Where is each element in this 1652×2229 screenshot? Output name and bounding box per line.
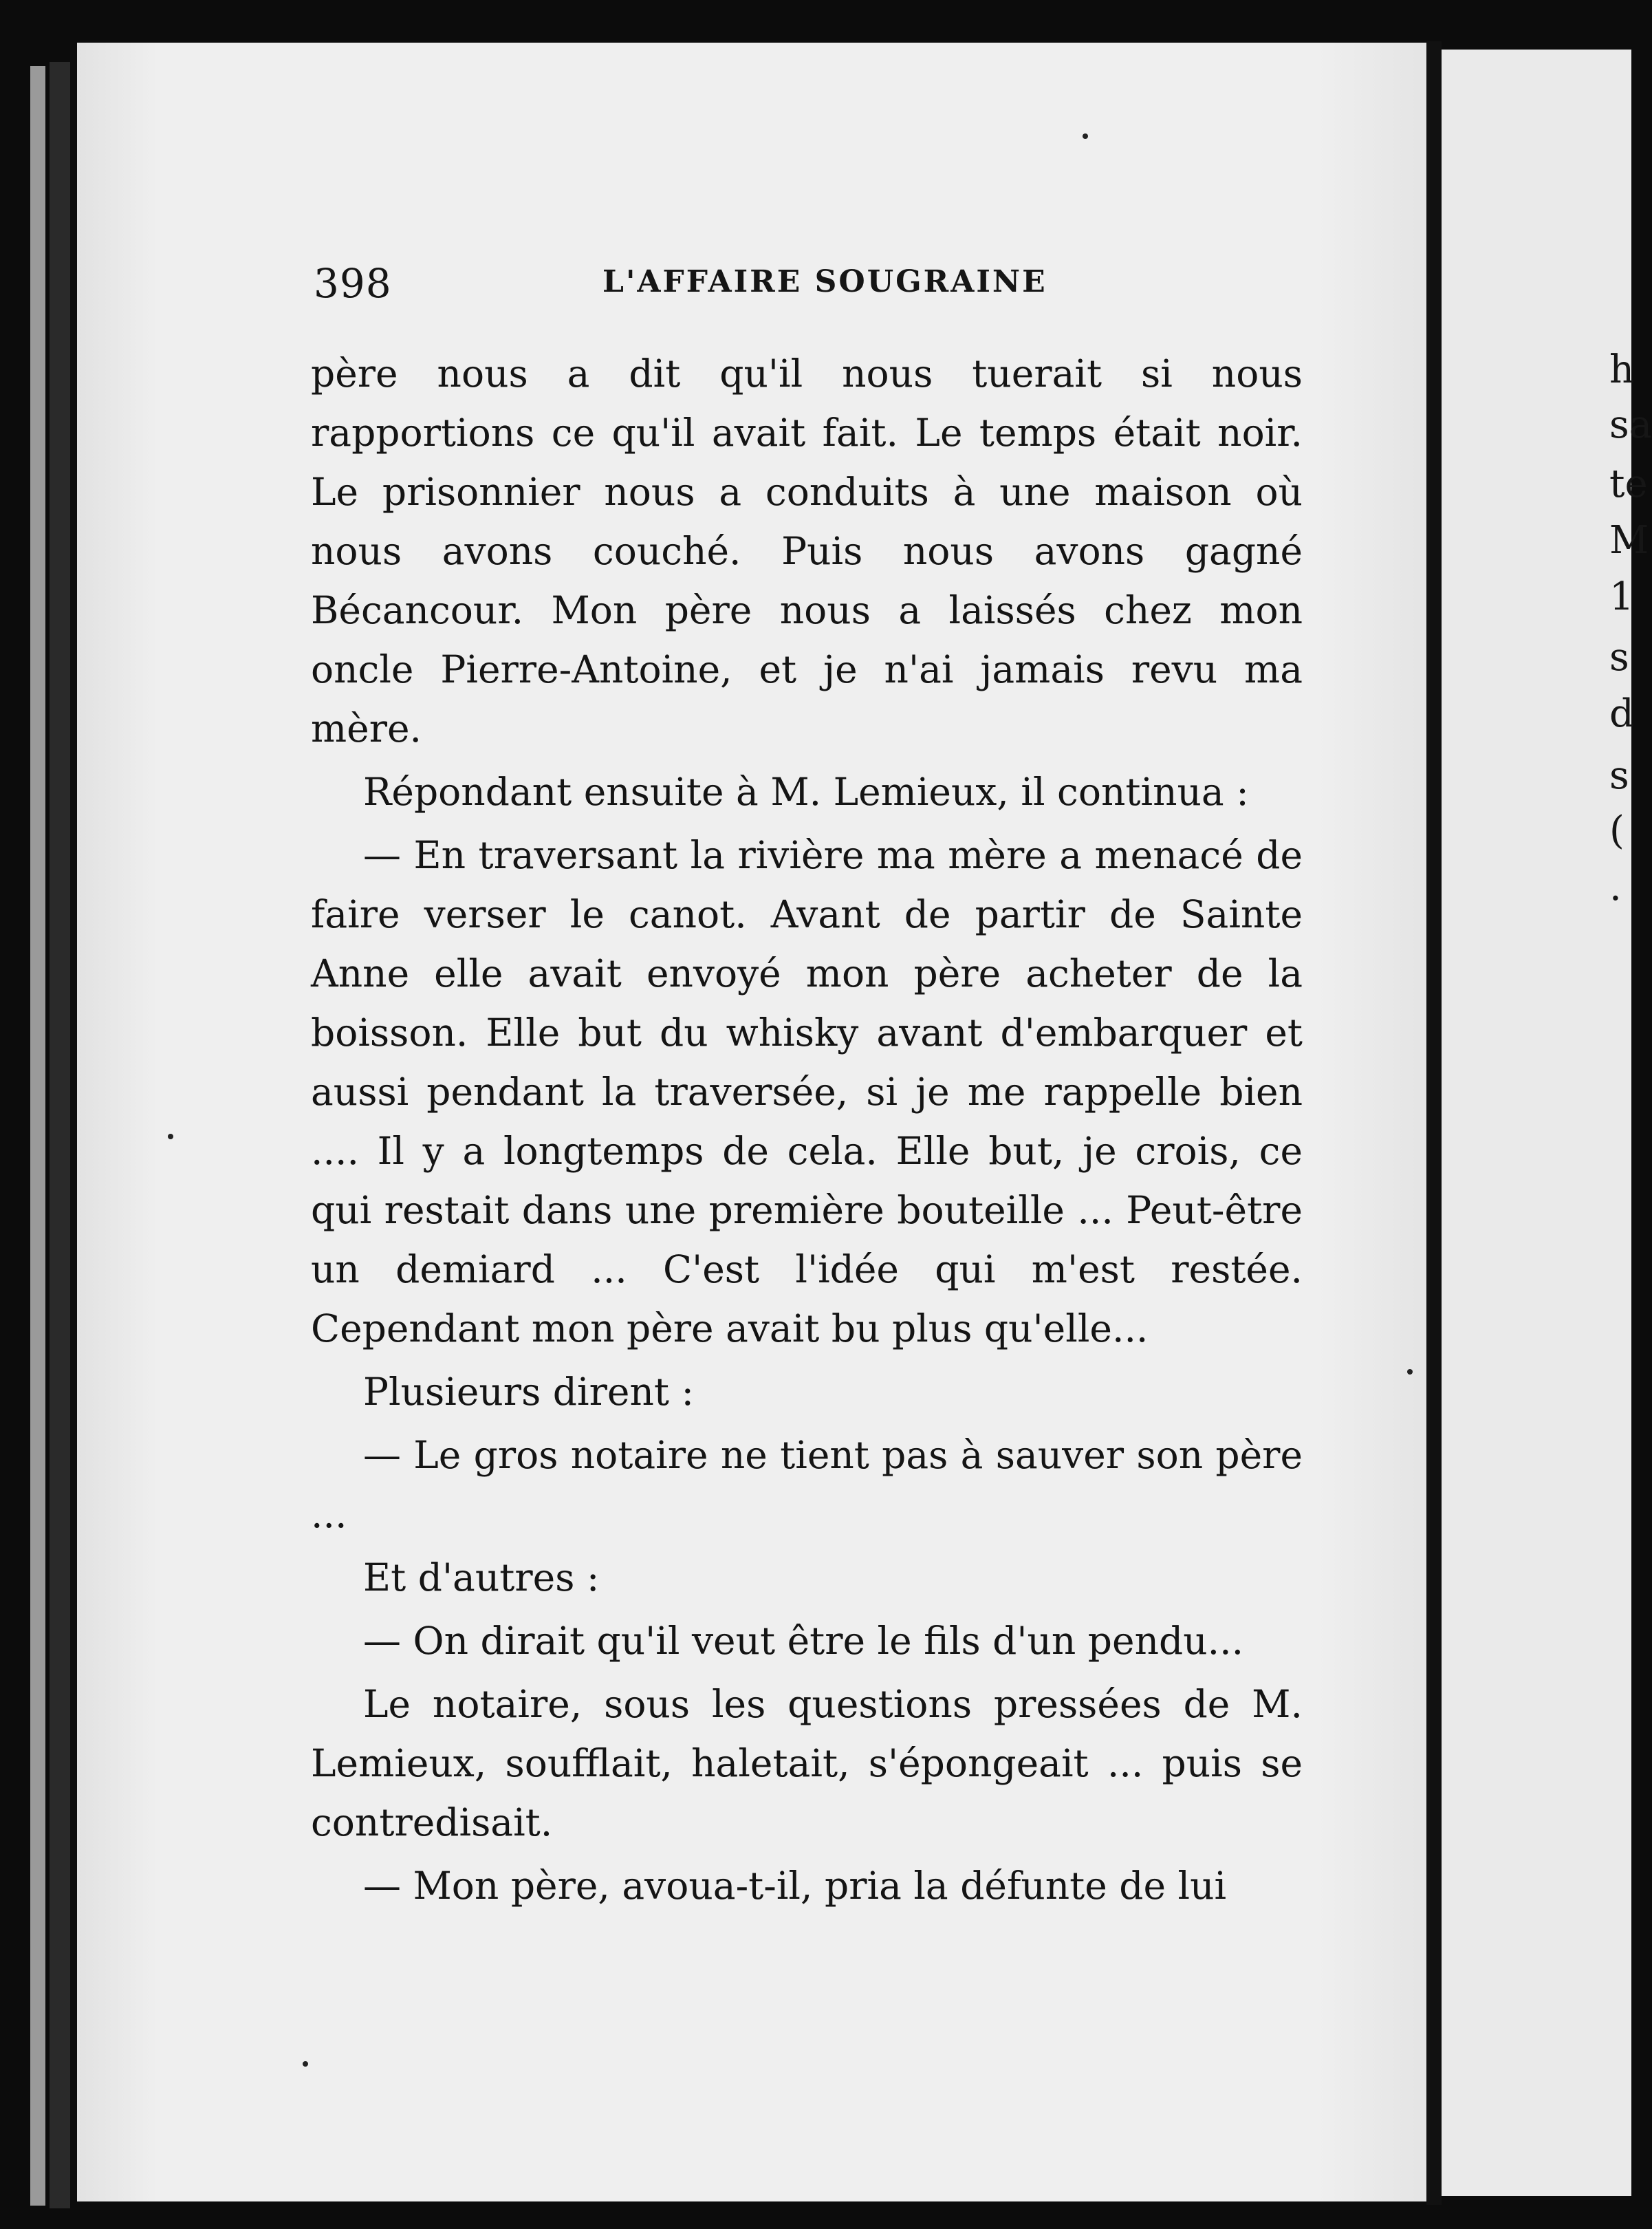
paragraph: Plusieurs dirent : xyxy=(363,1370,694,1414)
facing-page-fragment: . xyxy=(1609,865,1622,909)
body-text xyxy=(311,344,1303,1915)
speck xyxy=(168,1134,173,1139)
paragraph: — En traversant la rivière ma mère a menacé de faire verser le canot. Avant de partir de Sainte Anne elle avait envoyé mon père acheter de la boisson. Elle but du whisky avant d'embarquer et aussi pendant la traversée, si je me rappelle bien .... Il y a longtemps de cela. Elle but, je crois, ce qui restait dans une première bouteille ... Peut-être un demiard ... C'est l'idée qui m'est restée. Cependant mon père avait bu plus qu'elle... xyxy=(311,833,1303,1350)
paragraph: Le notaire, sous les questions pressées de M. Lemieux, soufflait, haletait, s'épongeait ... puis se contredisait. xyxy=(311,1682,1303,1844)
facing-page-fragment: M xyxy=(1609,518,1649,563)
page-number: 398 xyxy=(314,260,392,307)
facing-page-fragment: 1 xyxy=(1609,574,1634,619)
paragraph: — Mon père, avoua-t-il, pria la défunte de lui xyxy=(363,1864,1227,1908)
facing-page-fragment: sa xyxy=(1609,402,1652,447)
facing-page xyxy=(1442,50,1631,2196)
paragraph: — Le gros notaire ne tient pas à sauver son père ... xyxy=(311,1433,1303,1536)
gutter-fold xyxy=(1426,41,1442,2205)
running-title: L'AFFAIRE SOUGRAINE xyxy=(602,264,1047,299)
paragraph: — On dirait qu'il veut être le fils d'un pendu... xyxy=(363,1619,1244,1663)
page-stack-edge xyxy=(30,66,45,2206)
speck xyxy=(1083,133,1088,139)
speck xyxy=(303,2061,308,2067)
paragraph: Répondant ensuite à M. Lemieux, il continua : xyxy=(363,770,1249,814)
speck xyxy=(1407,1369,1413,1375)
paragraph: père nous a dit qu'il nous tuerait si nous rapportions ce qu'il avait fait. Le temps était noir. Le prisonnier nous a conduits à une maison où nous avons couché. Puis nous avons gagné Bécancour. Mon père nous a laissés chez mon oncle Pierre-Antoine, et je n'ai jamais revu ma mère. xyxy=(311,352,1303,751)
facing-page-fragment: h xyxy=(1609,347,1635,392)
facing-page-fragment: ( xyxy=(1609,808,1624,853)
facing-page-fragment: s xyxy=(1609,753,1629,798)
facing-page-fragment: te xyxy=(1609,462,1648,506)
facing-page-fragment: s xyxy=(1609,635,1629,680)
paragraph: Et d'autres : xyxy=(363,1555,600,1600)
binding-shadow xyxy=(50,62,70,2208)
facing-page-fragment: d xyxy=(1609,691,1634,736)
